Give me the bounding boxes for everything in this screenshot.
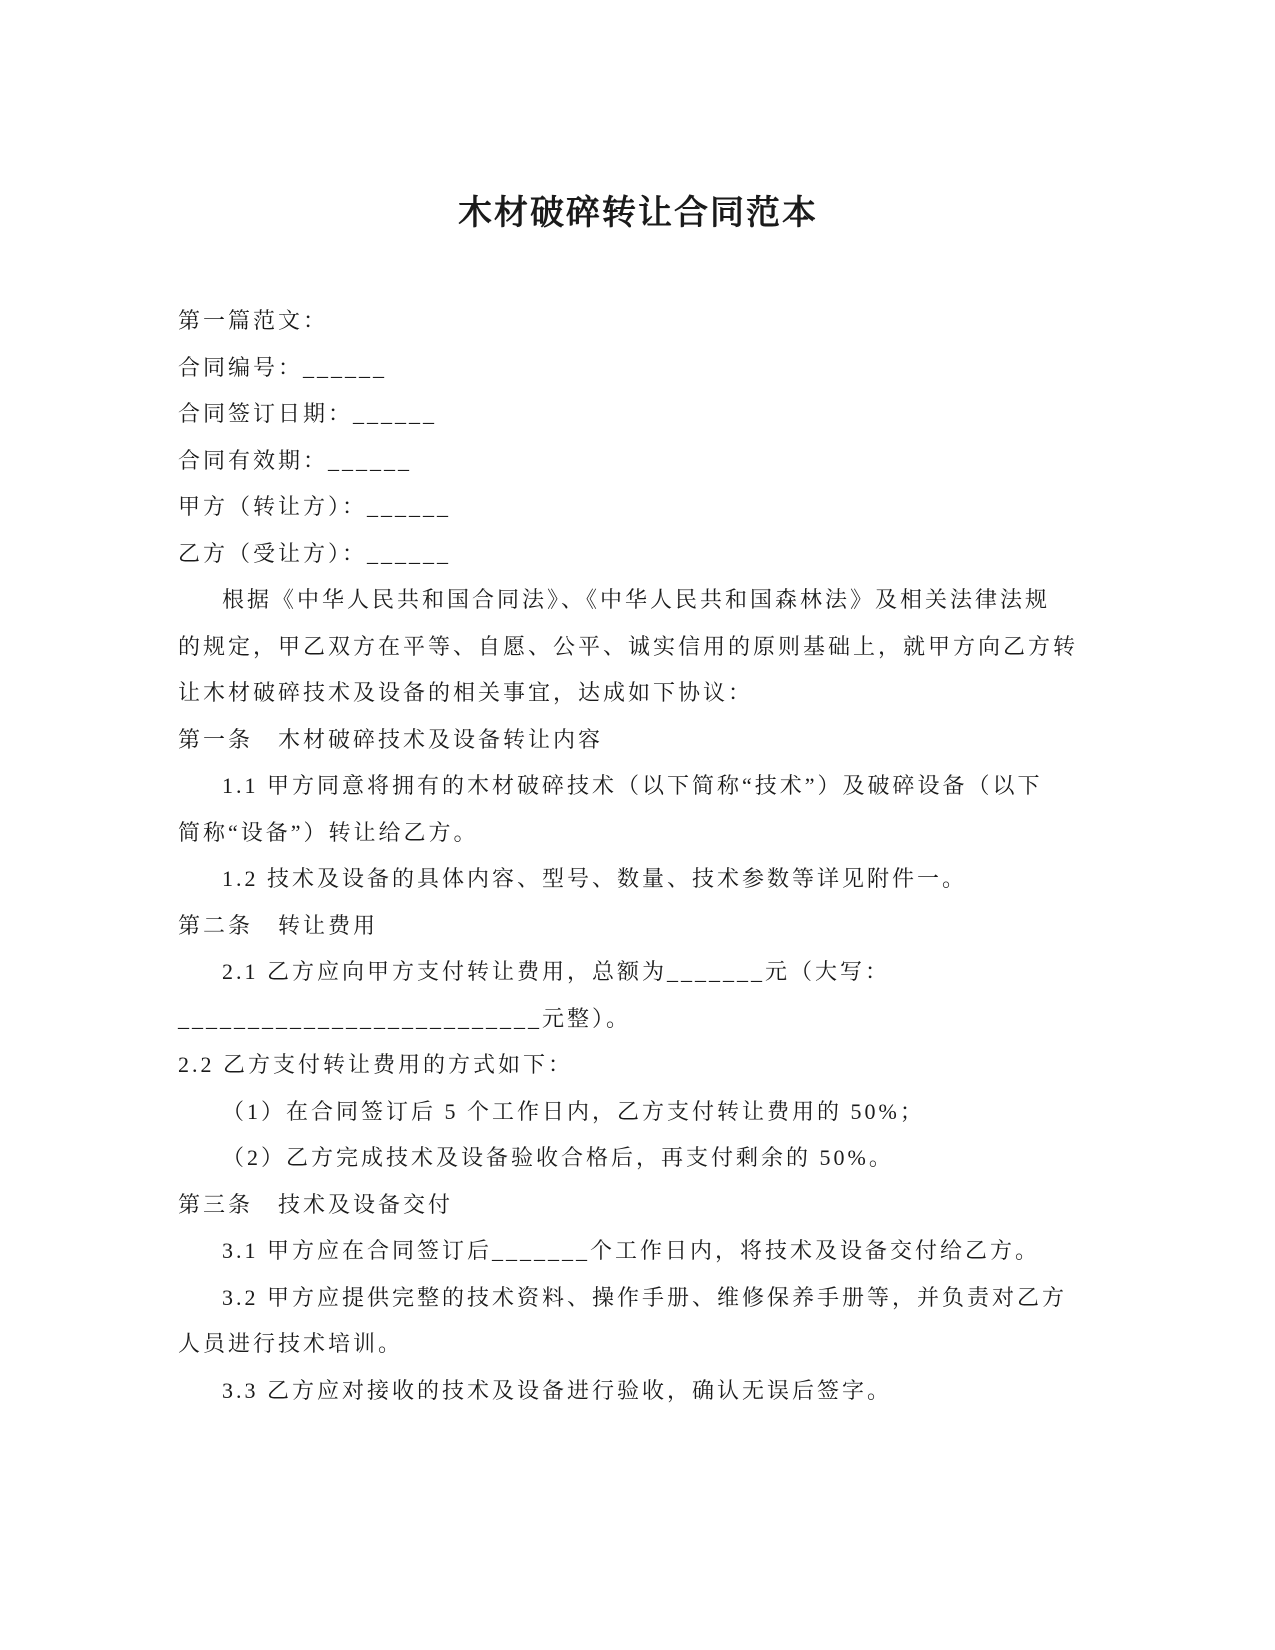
doc-line-party-b: 乙方（受让方）：______ xyxy=(178,540,452,566)
doc-line-payment-step-1: （1）在合同签订后 5 个工作日内，乙方支付转让费用的 50%； xyxy=(222,1098,925,1124)
doc-line-article-3-title: 第三条 技术及设备交付 xyxy=(178,1191,454,1217)
doc-line-clause-3-3: 3.3 乙方应对接收的技术及设备进行验收，确认无误后签字。 xyxy=(222,1377,893,1403)
doc-line-signing-date: 合同签订日期：______ xyxy=(178,401,438,426)
doc-line-contract-number: 合同编号：______ xyxy=(178,354,388,380)
doc-line-clause-2-1b: __________________________元整）。 xyxy=(178,1005,632,1031)
doc-line-clause-2-1a: 2.1 乙方应向甲方支付转让费用，总额为_______元（大写： xyxy=(222,959,891,984)
doc-line-preamble-2: 的规定，甲乙双方在平等、自愿、公平、诚实信用的原则基础上，就甲方向乙方转 xyxy=(178,633,1079,659)
doc-line-clause-3-2b: 人员进行技术培训。 xyxy=(178,1331,404,1356)
doc-line-preamble-1: 根据《中华人民共和国合同法》、《中华人民共和国森林法》及相关法律法规 xyxy=(222,587,1051,612)
doc-line-clause-1-1a: 1.1 甲方同意将拥有的木材破碎技术（以下简称“技术”）及破碎设备（以下 xyxy=(222,773,1043,798)
doc-line-validity-period: 合同有效期：______ xyxy=(178,447,413,473)
doc-line-intro-label: 第一篇范文： xyxy=(178,308,329,333)
document-title: 木材破碎转让合同范本 xyxy=(458,195,818,232)
document-body xyxy=(178,298,1098,1414)
contract-document xyxy=(178,0,1098,1414)
doc-line-clause-1-1b: 简称“设备”）转让给乙方。 xyxy=(178,819,479,845)
doc-line-preamble-3: 让木材破碎技术及设备的相关事宜，达成如下协议： xyxy=(178,680,754,705)
doc-line-clause-3-2a: 3.2 甲方应提供完整的技术资料、操作手册、维修保养手册等，并负责对乙方 xyxy=(222,1284,1068,1310)
doc-line-clause-2-2: 2.2 乙方支付转让费用的方式如下： xyxy=(178,1052,574,1077)
doc-line-clause-3-1: 3.1 甲方应在合同签订后_______个工作日内，将技术及设备交付给乙方。 xyxy=(222,1238,1041,1263)
doc-line-article-1-title: 第一条 木材破碎技术及设备转让内容 xyxy=(178,726,604,752)
doc-line-article-2-title: 第二条 转让费用 xyxy=(178,912,379,938)
doc-line-party-a: 甲方（转让方）：______ xyxy=(178,494,452,519)
doc-line-payment-step-2: （2）乙方完成技术及设备验收合格后，再支付剩余的 50%。 xyxy=(222,1145,894,1170)
doc-line-clause-1-2: 1.2 技术及设备的具体内容、型号、数量、技术参数等详见附件一。 xyxy=(222,866,968,891)
